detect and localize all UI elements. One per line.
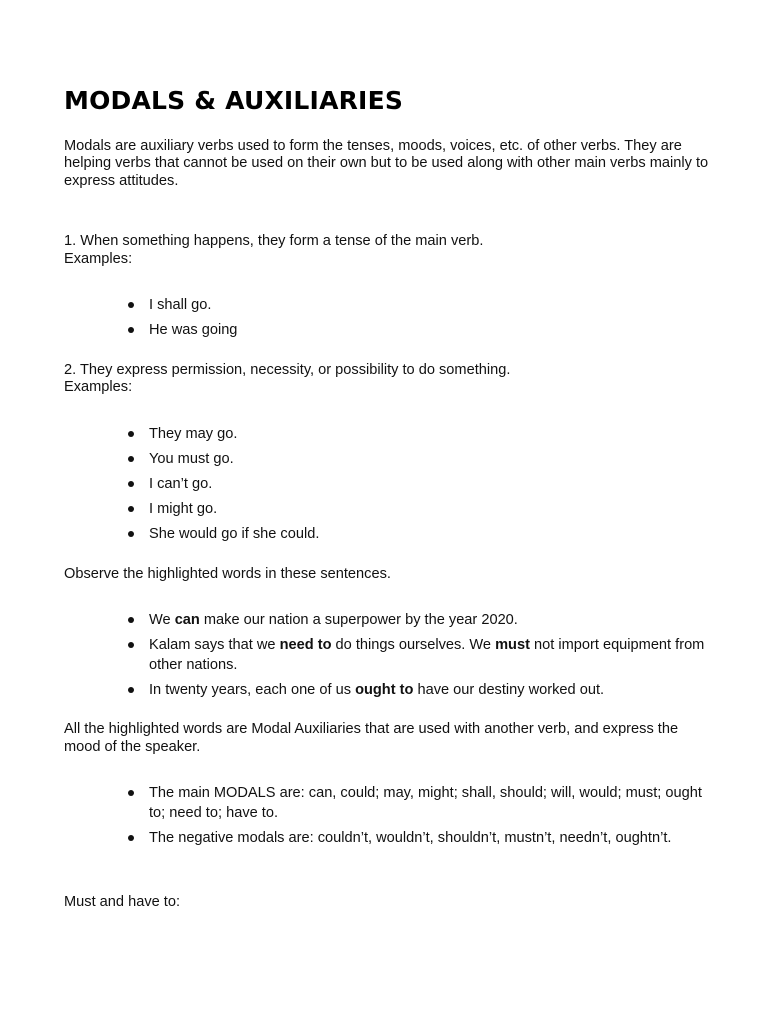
list-item-text: I might go. [149,500,218,517]
highlighted-word: can [174,612,200,629]
bullet-icon [128,642,134,648]
sentence-pre: In twenty years, each one of us [149,682,356,699]
list-item [64,424,712,444]
point-2-examples-label: Examples: [64,379,133,396]
list-item [64,320,712,340]
sentence-post: have our destiny worked out. [413,682,605,699]
highlighted-sentences-list [64,610,712,700]
highlighted-word: ought to [355,682,414,699]
bullet-icon [128,790,134,796]
list-item [64,524,712,544]
point-1-examples-label: Examples: [64,250,133,267]
section-heading-must-have-to: Must and have to: [64,894,181,911]
list-item [64,783,712,823]
point-1-examples-list [64,295,712,340]
point-2-examples-list [64,424,712,544]
list-item [64,828,712,848]
bullet-icon [128,302,134,308]
highlighted-word: need to [279,637,332,654]
bullet-icon [128,481,134,487]
bullet-icon [128,835,134,841]
list-item [64,295,712,315]
document-body [64,86,712,911]
bullet-icon [128,617,134,623]
list-item-text: The main MODALS are: can, could; may, might; shall, should; will, would; must; ought to; need to; have to. [149,785,702,822]
highlighted-word: must [495,637,530,654]
bullet-icon [128,431,134,437]
list-item [64,449,712,469]
page-title: MODALS & AUXILIARIES [64,86,404,115]
list-item [64,499,712,519]
list-item [64,474,712,494]
list-item-text: You must go. [149,450,234,467]
list-item-text: I shall go. [149,297,212,314]
bullet-icon [128,456,134,462]
list-item-text: They may go. [149,425,238,442]
list-item-text: She would go if she could. [149,525,320,542]
list-item-text: I can’t go. [149,475,213,492]
point-1-text: 1. When something happens, they form a tense of the main verb. [64,233,484,250]
sentence-pre: Kalam says that we [149,637,280,654]
list-item-text: He was going [149,322,238,339]
bullet-icon [128,506,134,512]
list-item [64,635,712,675]
sentence-post: make our nation a superpower by the year 2020. [199,612,518,629]
modal-auxiliaries-paragraph: All the highlighted words are Modal Auxiliaries that are used with another verb, and express the mood of the speaker. [64,721,679,755]
sentence-mid: do things ourselves. We [331,637,496,654]
sentence-pre: We [149,612,175,629]
point-2-text: 2. They express permission, necessity, or possibility to do something. [64,362,511,379]
list-item [64,610,712,630]
bullet-icon [128,687,134,693]
list-item-text: The negative modals are: couldn’t, wouldn’t, shouldn’t, mustn’t, needn’t, oughtn’t. [149,830,672,847]
bullet-icon [128,327,134,333]
modals-summary-list [64,783,712,848]
observe-paragraph: Observe the highlighted words in these sentences. [64,565,391,582]
intro-paragraph: Modals are auxiliary verbs used to form the tenses, moods, voices, etc. of other verbs. They are helping verbs that cannot be used on their own but to be used along with other main verbs mainly to express attitudes. [64,138,709,189]
sentence-post: not import equipment from other nations. [149,637,705,674]
list-item [64,680,712,700]
bullet-icon [128,531,134,537]
